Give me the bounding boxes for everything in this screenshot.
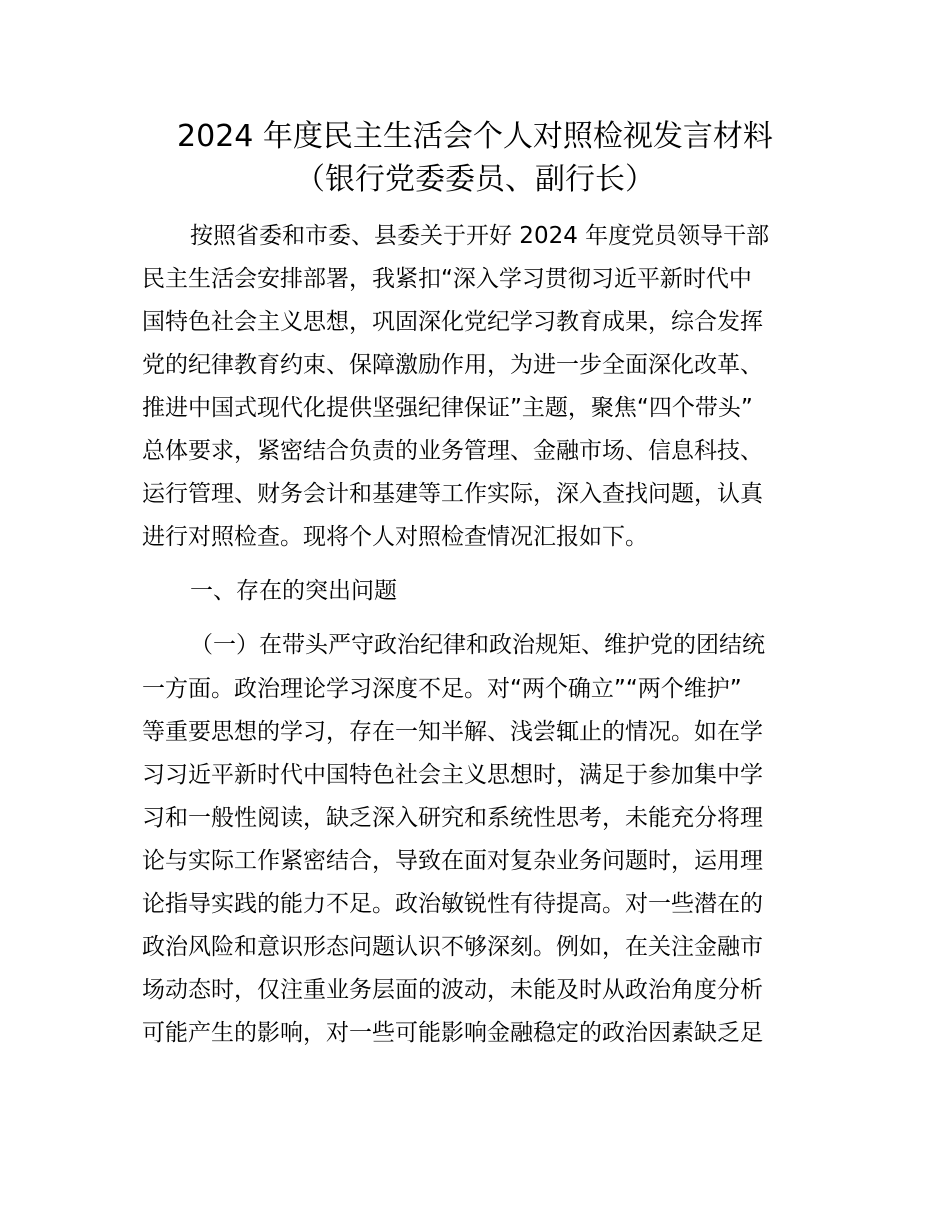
document-subtitle: （银行党委委员、副行长） [295,162,655,197]
paragraph-line: 习和一般性阅读，缺乏深入研究和系统性思考，未能充分将理 [142,805,763,831]
paragraph-line: 进行对照检查。现将个人对照检查情况汇报如下。 [142,524,648,550]
paragraph-line: 政治风险和意识形态问题认识不够深刻。例如，在关注金融市 [142,934,763,960]
paragraph-line: 一方面。政治理论学习深度不足。对“两个确立”“两个维护” [142,676,742,702]
paragraph-line: 总体要求，紧密结合负责的业务管理、金融市场、信息科技、 [142,438,763,464]
paragraph-line: 场动态时，仅注重业务层面的波动，未能及时从政治角度分析 [142,977,763,1003]
paragraph-line: 民主生活会安排部署，我紧扣“深入学习贯彻习近平新时代中 [142,266,752,292]
paragraph-line: 运行管理、财务会计和基建等工作实际，深入查找问题，认真 [142,481,763,507]
paragraph-line: 国特色社会主义思想，巩固深化党纪学习教育成果，综合发挥 [142,309,763,335]
section-heading: 一、存在的突出问题 [190,578,397,604]
paragraph-line: （一）在带头严守政治纪律和政治规矩、维护党的团结统 [190,632,765,658]
document-title: 2024 年度民主生活会个人对照检视发言材料 [177,119,773,154]
paragraph-line: 等重要思想的学习，存在一知半解、浅尝辄止的情况。如在学 [142,719,763,745]
paragraph-line: 党的纪律教育约束、保障激励作用，为进一步全面深化改革、 [142,352,763,378]
paragraph-line: 推进中国式现代化提供坚强纪律保证”主题，聚焦“四个带头” [142,395,753,421]
paragraph-line: 习习近平新时代中国特色社会主义思想时，满足于参加集中学 [142,762,763,788]
paragraph-line: 论指导实践的能力不足。政治敏锐性有待提高。对一些潜在的 [142,891,763,917]
paragraph-line: 论与实际工作紧密结合，导致在面对复杂业务问题时，运用理 [142,848,763,874]
paragraph-line: 按照省委和市委、县委关于开好 2024 年度党员领导干部 [190,223,770,249]
paragraph-line: 可能产生的影响，对一些可能影响金融稳定的政治因素缺乏足 [142,1020,763,1046]
